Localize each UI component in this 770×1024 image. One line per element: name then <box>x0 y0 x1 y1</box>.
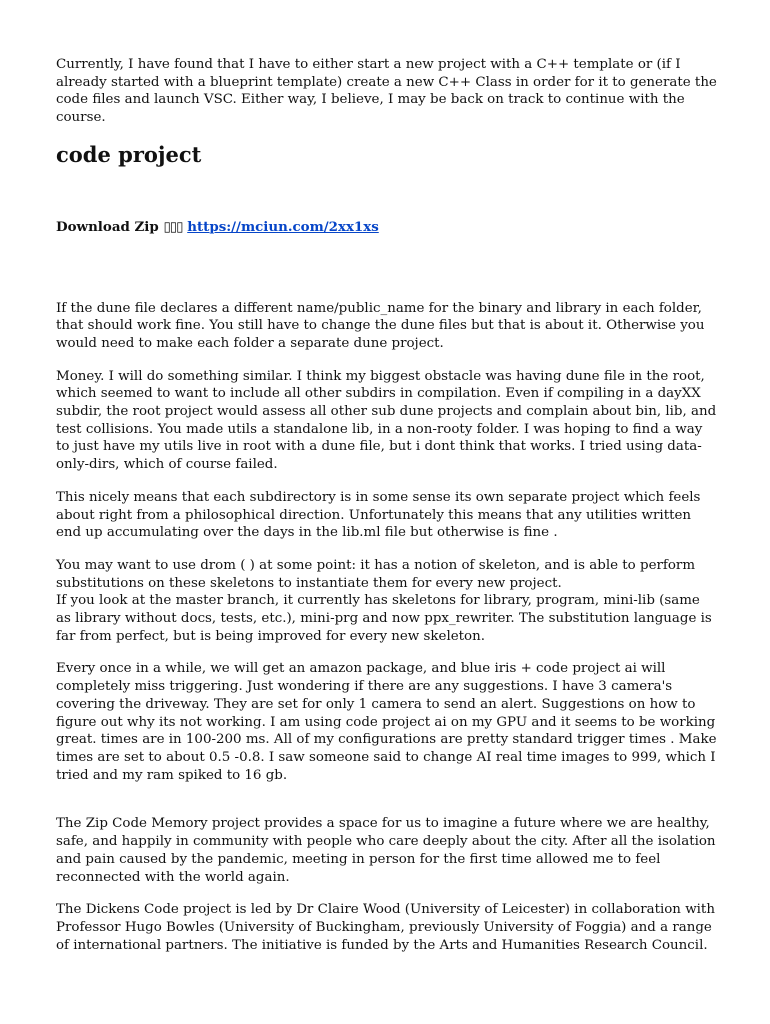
section-heading: code project <box>56 141 202 167</box>
download-link[interactable]: https://mciun.com/2xx1xs <box>187 218 379 235</box>
placeholder-glyphs: ▯▯▯ <box>163 219 183 235</box>
body-paragraph-drom: You may want to use drom ( ) at some point: it has a notion of skeleton, and is able to perform substitutions on these skeletons to instantiate them for every new project. <box>56 557 696 591</box>
document-page <box>56 56 718 954</box>
body-paragraph-money: Money. I will do something similar. I think my biggest obstacle was having dune file in the root, which seemed to want to include all other subdirs in compilation. Even if compiling in a dayXX subdir, the root project would assess all other sub dune projects and complain about bin, lib, and test collisions. You made utils a standalone lib, in a non-rooty folder. I was hoping to find a way to just have my utils live in root with a dune file, but i dont think that works. I tried using data-only-dirs, which of course failed. <box>56 368 717 473</box>
body-paragraph-dickens-code: The Dickens Code project is led by Dr Claire Wood (University of Leicester) in collaboration with Professor Hugo Bowles (University of Buckingham, previously University of Foggia) and a range of international partners. The initiative is funded by the Arts and Humanities Research Council. <box>56 902 715 953</box>
body-paragraph-subdirectory: This nicely means that each subdirectory is in some sense its own separate project which feels about right from a philosophical direction. Unfortunately this means that any utilities written end up accumulating over the days in the lib.ml file but otherwise is fine . <box>56 489 701 541</box>
download-label: Download Zip <box>56 218 159 235</box>
body-paragraph-dune-file: If the dune file declares a different name/public_name for the binary and library in each folder, that should work fine. You still have to change the dune files but that is about it. Otherwise you would need to make each folder a separate dune project. <box>56 300 705 351</box>
intro-paragraph: Currently, I have found that I have to either start a new project with a C++ template or (if I already started with a blueprint template) create a new C++ Class in order for it to generate the code files and launch VSC. Either way, I believe, I may be back on track to continue with the course. <box>56 57 717 126</box>
body-paragraph-zip-code-memory: The Zip Code Memory project provides a space for us to imagine a future where we are healthy, safe, and happily in community with people who care deeply about the city. After all the isolation and pain caused by the pandemic, meeting in person for the first time allowed me to feel reconnected with the world again. <box>56 816 716 885</box>
body-paragraph-amazon: Every once in a while, we will get an amazon package, and blue iris + code project ai will completely miss triggering. Just wondering if there are any suggestions. I have 3 camera's covering the driveway. They are set for only 1 camera to send an alert. Suggestions on how to figure out why its not working. I am using code project ai on my GPU and it seems to be working great. times are in 100-200 ms. All of my configurations are pretty standard trigger times . Make times are set to about 0.5 -0.8. I saw someone said to change AI real time images to 999, which I tried and my ram spiked to 16 gb. <box>56 661 717 783</box>
download-line <box>56 219 718 237</box>
body-paragraph-master-branch: If you look at the master branch, it currently has skeletons for library, program, mini-lib (same as library without docs, tests, etc.), mini-prg and now ppx_rewriter. The substitution language is far from perfect, but is being improved for every new skeleton. <box>56 593 712 644</box>
